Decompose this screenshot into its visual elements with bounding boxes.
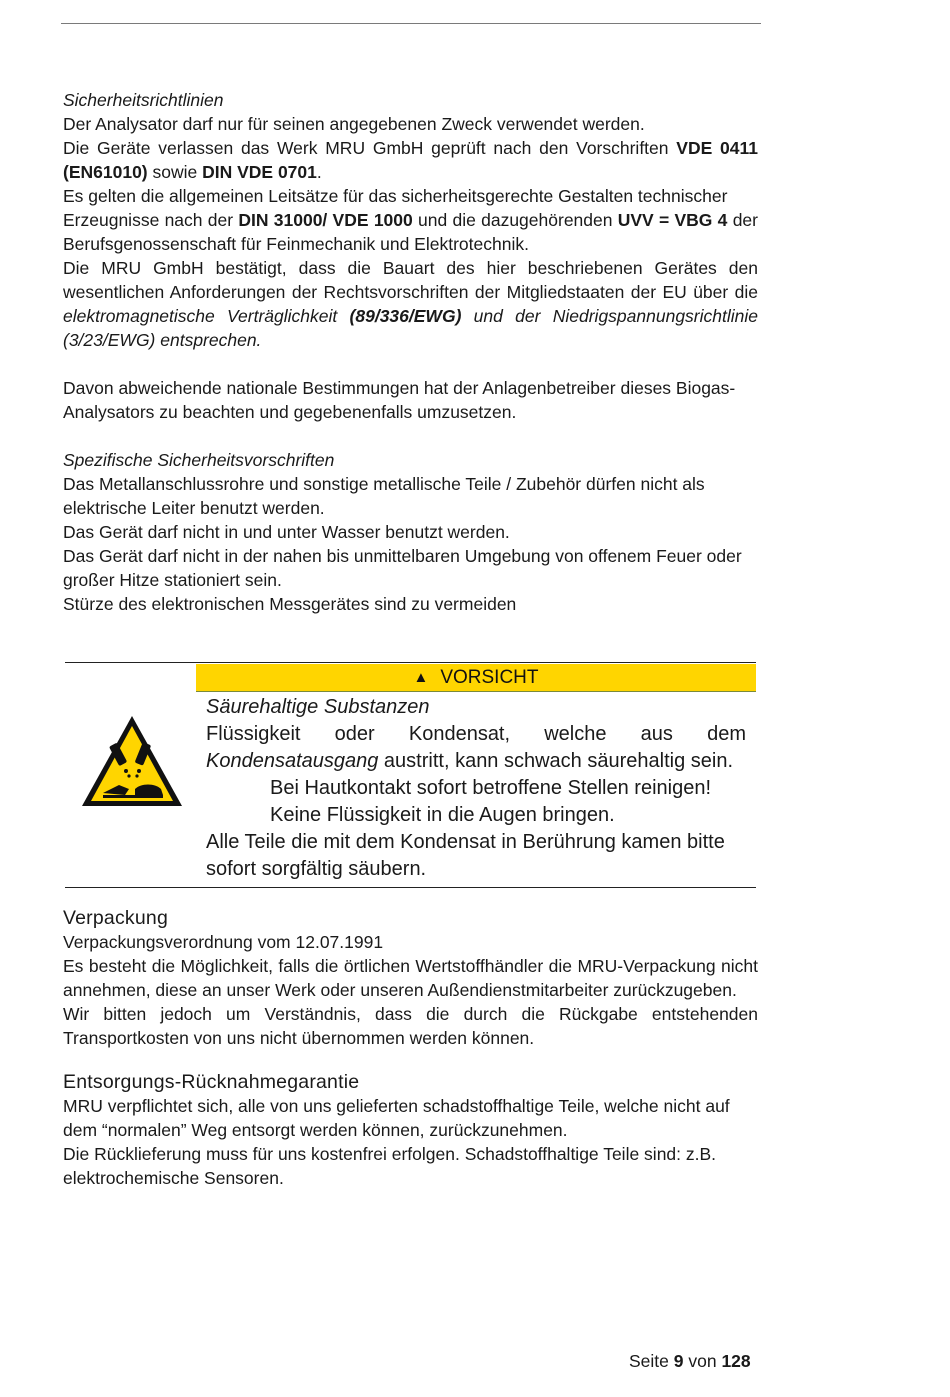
- caution-line-1c: austritt, kann schwach säurehaltig sein.: [378, 750, 734, 772]
- packaging-line-2: Es besteht die Möglichkeit, falls die örtlichen Wertstoffhändler die MRU-Verpackung nicht annehmen, diese an unser Werk oder unseren Außendienstmitarbeiter zurückzugeben.: [63, 956, 758, 1000]
- caution-box: [65, 662, 756, 888]
- disposal-heading: Entsorgungs-Rücknahmegarantie: [63, 1071, 360, 1093]
- safety-paragraph-3: Es gelten die allgemeinen Leitsätze für das sicherheitsgerechte Gestalten technischer: [63, 186, 728, 206]
- p5-text-a: Die MRU GmbH bestätigt, dass die Bauart des hier beschriebenen Gerätes den wesentlichen Anforderungen der Rechtsvorschriften der Mitgliedstaaten der EU über die: [63, 258, 758, 302]
- warning-triangle-icon: ▲: [413, 669, 429, 686]
- caution-condensate-outlet: Kondensatausgang: [206, 750, 379, 772]
- safety-paragraph-5: [63, 256, 758, 352]
- p5-lvd: und der Niedrigspannungsrichtlinie (3/23/EWG) entsprechen.: [63, 306, 758, 350]
- packaging-heading: Verpackung: [63, 907, 168, 929]
- disposal-line-2: Die Rücklieferung muss für uns kostenfrei erfolgen. Schadstoffhaltige Teile sind: z.B. elektrochemische Sensoren.: [63, 1144, 717, 1188]
- safety-paragraph-6: Davon abweichende nationale Bestimmungen hat der Anlagenbetreiber dieses Biogas-Analysators zu beachten und gegebenenfalls umzusetzen.: [63, 378, 736, 422]
- safety-section: [63, 88, 758, 616]
- safety-paragraph-1: Der Analysator darf nur für seinen angegebenen Zweck verwendet werden.: [63, 114, 645, 134]
- page-prefix: Seite: [629, 1351, 674, 1371]
- top-rule: [61, 23, 761, 24]
- safety-heading: Sicherheitsrichtlinien: [63, 90, 224, 110]
- corrosive-hazard-icon: [79, 713, 185, 809]
- safety-paragraph-4: [63, 208, 758, 256]
- p4-standard-din31000: DIN 31000/ VDE 1000: [238, 210, 413, 230]
- caution-line-1a: Flüssigkeit oder Kondensat, welche aus dem: [206, 723, 746, 745]
- p4-text-a: Erzeugnisse nach der: [63, 210, 239, 230]
- caution-banner: [196, 664, 756, 692]
- page-middle: von: [683, 1351, 722, 1371]
- disposal-line-1: MRU verpflichtet sich, alle von uns gelieferten schadstoffhaltige Teile, welche nicht auf dem “normalen” Weg entsorgt werden können, zurückzunehmen.: [63, 1096, 730, 1140]
- p4-text-e: der Berufsgenossenschaft für Feinmechanik und Elektrotechnik.: [63, 210, 758, 254]
- p2-standard-din-vde0701: DIN VDE 0701: [202, 162, 317, 182]
- caution-indent-2: Keine Flüssigkeit in die Augen bringen.: [270, 804, 615, 826]
- safety-paragraph-2: [63, 136, 758, 184]
- packaging-disposal-section: [63, 906, 758, 1190]
- caution-indent-1: Bei Hautkontakt sofort betroffene Stellen reinigen!: [270, 777, 712, 799]
- specific-line-3: Das Gerät darf nicht in der nahen bis unmittelbaren Umgebung von offenem Feuer oder großer Hitze stationiert sein.: [63, 546, 742, 590]
- p2-text-c: sowie: [147, 162, 203, 182]
- caution-line-1: [206, 721, 746, 775]
- p2-text-e: .: [316, 162, 322, 182]
- specific-line-2: Das Gerät darf nicht in und unter Wasser benutzt werden.: [63, 522, 510, 542]
- specific-line-1: Das Metallanschlussrohre und sonstige metallische Teile / Zubehör dürfen nicht als elektrische Leiter benutzt werden.: [63, 474, 705, 518]
- specific-heading: Spezifische Sicherheitsvorschriften: [63, 450, 335, 470]
- caution-text: [206, 694, 746, 883]
- caution-banner-label: VORSICHT: [440, 666, 539, 688]
- current-page: 9: [673, 1351, 684, 1371]
- p4-standard-uvv: UVV = VBG 4: [617, 210, 728, 230]
- p4-text-c: und die dazugehörenden: [412, 210, 618, 230]
- p5-emv: elektromagnetische Verträglichkeit: [63, 306, 350, 326]
- p5-directive: (89/336/EWG): [349, 306, 462, 326]
- caution-title: Säurehaltige Substanzen: [206, 696, 430, 718]
- p2-standard-vde0411: VDE 0411 (EN61010): [63, 138, 758, 182]
- caution-line-end: Alle Teile die mit dem Kondensat in Berührung kamen bitte sofort sorgfältig säubern.: [206, 831, 725, 880]
- specific-line-4: Stürze des elektronischen Messgerätes sind zu vermeiden: [63, 594, 517, 614]
- packaging-line-1: Verpackungsverordnung vom 12.07.1991: [63, 932, 384, 952]
- p2-text-a: Die Geräte verlassen das Werk MRU GmbH geprüft nach den Vorschriften: [63, 138, 677, 158]
- page-number: [629, 1349, 759, 1373]
- packaging-line-3: Wir bitten jedoch um Verständnis, dass die durch die Rückgabe entstehenden Transportkosten von uns nicht übernommen werden können.: [63, 1004, 758, 1048]
- total-pages: 128: [721, 1351, 751, 1371]
